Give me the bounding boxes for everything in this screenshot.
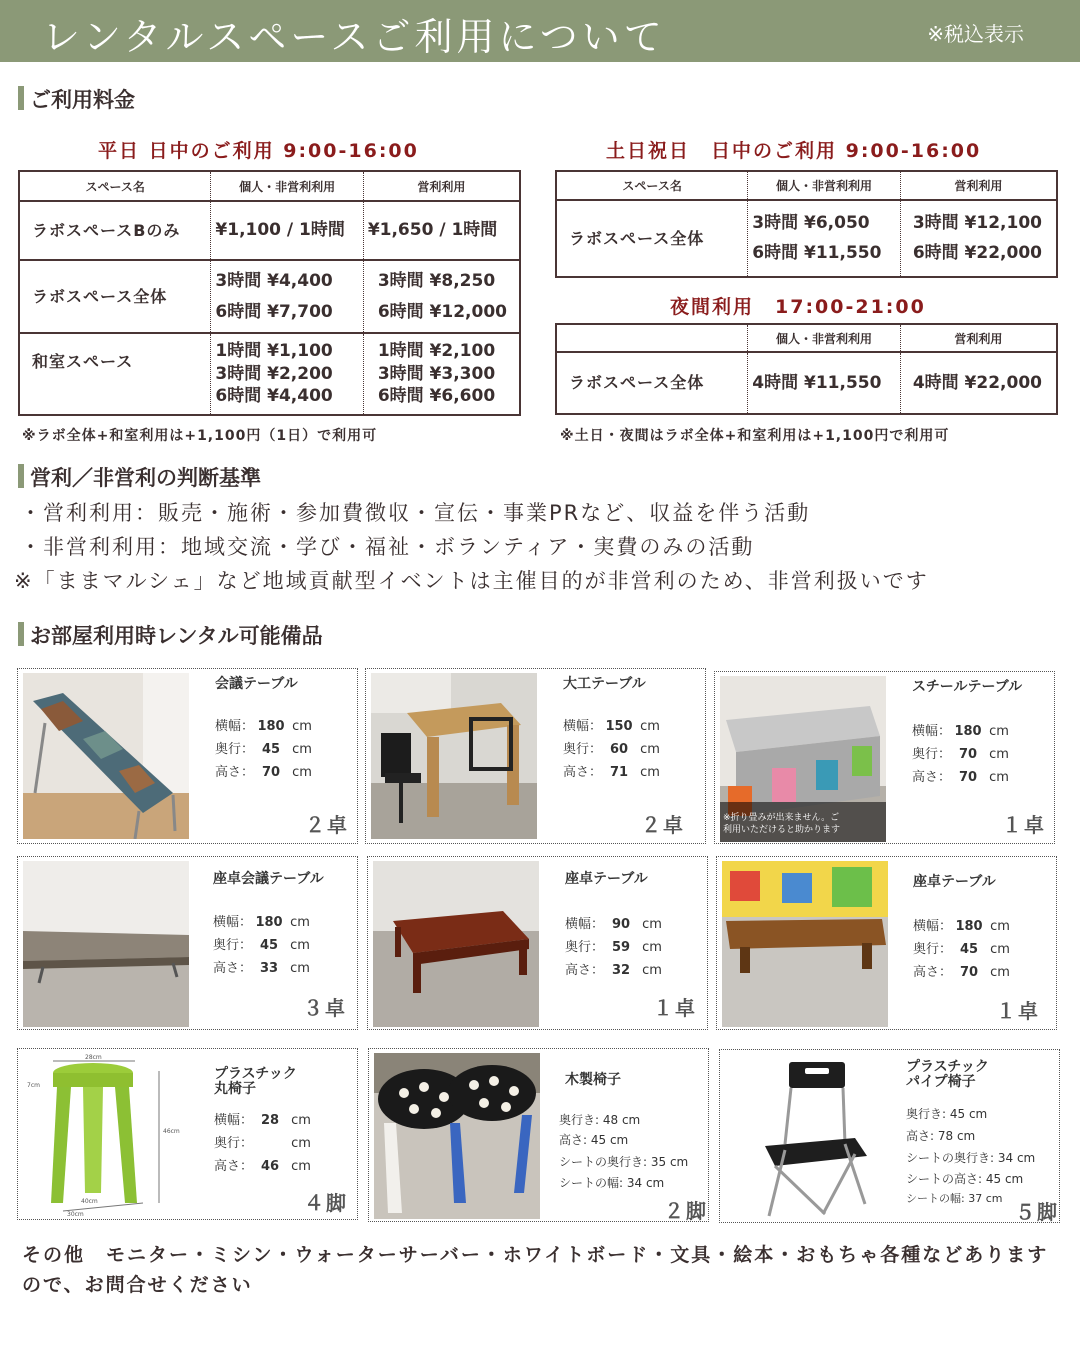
- night-price-table: [555, 323, 1058, 415]
- item-quantity: ４脚: [304, 1191, 348, 1215]
- item-seat-depth: シートの奥行き: 34 cm: [906, 1151, 1036, 1165]
- item-name: 会議テーブル: [215, 676, 298, 692]
- price-value: 6時間 ¥11,550: [752, 242, 882, 263]
- low-table-small-photo: [373, 861, 539, 1027]
- equipment-card-steel-table: [714, 671, 1055, 844]
- item-depth: 奥行： 59 cm: [565, 940, 662, 955]
- item-seat-width: シートの幅: 37 cm: [906, 1192, 1003, 1205]
- item-quantity: ２卓: [305, 813, 349, 837]
- price-value: 6時間 ¥7,700: [215, 301, 333, 322]
- item-depth: 奥行： 45 cm: [215, 742, 312, 757]
- col-header-commercial: 営利利用: [363, 171, 520, 201]
- price-value: 3時間 ¥6,050: [752, 212, 870, 233]
- price-value: 6時間 ¥22,000: [912, 242, 1042, 263]
- item-height: 高さ： 46 cm: [214, 1159, 311, 1174]
- space-name: ラボスペース全体: [556, 200, 748, 277]
- low-table-large-photo: [722, 861, 888, 1027]
- price-value: 6時間 ¥12,000: [377, 301, 507, 322]
- low-meeting-table-photo: [23, 861, 189, 1027]
- criteria-noncommercial: ・非営利利用：地域交流・学び・福祉・ボランティア・実費のみの活動: [20, 535, 755, 559]
- col-header-space: スペース名: [19, 171, 211, 201]
- col-header-personal: 個人・非営利利用: [748, 171, 901, 200]
- weekday-title: 平日 日中のご利用 9:00-16:00: [98, 140, 419, 162]
- item-height: 高さ： 32 cm: [565, 963, 662, 978]
- col-header-personal: 個人・非営利利用: [748, 324, 901, 352]
- item-quantity: １卓: [1002, 813, 1046, 837]
- item-height: 高さ： 70 cm: [215, 765, 312, 780]
- stool-dim-top: 28cm: [85, 1054, 102, 1061]
- header-bar: [0, 0, 1080, 62]
- space-name: ラボスペース全体: [556, 352, 748, 414]
- weekday-price-table: [18, 170, 521, 416]
- equipment-card-low-meeting-table: [17, 856, 358, 1030]
- item-height: 高さ： 70 cm: [912, 770, 1009, 785]
- price-value: ¥1,650 / 1時間: [367, 220, 498, 241]
- table-row: [19, 260, 520, 333]
- price-value: 3時間 ¥2,200: [215, 363, 333, 384]
- equipment-card-meeting-table: [17, 668, 358, 844]
- item-seat-height: シートの高さ: 45 cm: [906, 1172, 1024, 1186]
- item-depth: 奥行き: 48 cm: [559, 1113, 641, 1127]
- item-quantity: ２脚: [664, 1199, 708, 1223]
- item-depth: 奥行： 45 cm: [213, 938, 310, 953]
- stool-dim-base2: 30cm: [67, 1211, 84, 1218]
- price-value: 1時間 ¥1,100: [215, 340, 333, 361]
- price-value: 1時間 ¥2,100: [377, 340, 496, 361]
- col-header-blank: [556, 324, 748, 352]
- meeting-table-photo: [23, 673, 189, 839]
- fees-heading: ご利用料金: [18, 84, 135, 114]
- item-name: プラスチック 丸椅子: [214, 1066, 297, 1098]
- carpenter-table-photo: [371, 673, 537, 839]
- item-depth: 奥行： 45 cm: [913, 942, 1010, 957]
- equipment-card-plastic-stool: [17, 1048, 358, 1220]
- space-name: ラボスペースBのみ: [19, 201, 211, 260]
- equipment-heading: お部屋利用時レンタル可能備品: [18, 620, 323, 650]
- col-header-commercial: 営利利用: [900, 324, 1057, 352]
- price-value: 4時間 ¥22,000: [912, 372, 1042, 393]
- weekday-note: ※ラボ全体+和室利用は+1,100円（1日）で利用可: [22, 428, 378, 444]
- table-row: [19, 333, 520, 415]
- price-value: 6時間 ¥6,600: [377, 386, 496, 407]
- item-depth: 奥行： 60 cm: [563, 742, 660, 757]
- item-width: 横幅： 180 cm: [912, 724, 1009, 739]
- equipment-card-wooden-chair: [368, 1048, 709, 1222]
- item-depth: 奥行き: 45 cm: [906, 1107, 988, 1121]
- space-name: 和室スペース: [19, 333, 211, 415]
- holiday-title: 土日祝日 日中のご利用 9:00-16:00: [606, 140, 982, 162]
- equipment-card-low-table-small: [367, 856, 708, 1030]
- item-height: 高さ： 33 cm: [213, 961, 310, 976]
- item-seat-depth: シートの奥行き: 35 cm: [559, 1155, 689, 1169]
- item-height: 高さ： 70 cm: [913, 965, 1010, 980]
- item-name: スチールテーブル: [912, 679, 1023, 695]
- wooden-chair-photo: [374, 1053, 540, 1219]
- equipment-card-carpenter-table: [365, 668, 706, 844]
- stool-dim-seat: 7cm: [27, 1082, 40, 1089]
- price-value: 6時間 ¥4,400: [215, 386, 333, 407]
- price-value: 3時間 ¥12,100: [912, 212, 1042, 233]
- space-name: ラボスペース全体: [19, 260, 211, 333]
- col-header-commercial: 営利利用: [900, 171, 1057, 200]
- steel-table-caption: ※折り畳みが出来ません。ご 利用いただけると助かります: [723, 812, 841, 836]
- item-name: 座卓テーブル: [913, 874, 996, 890]
- item-quantity: ３卓: [303, 996, 347, 1020]
- item-quantity: ２卓: [641, 813, 685, 837]
- stool-dim-height: 46cm: [163, 1128, 180, 1135]
- item-depth: 奥行： 70 cm: [912, 747, 1009, 762]
- item-quantity: １卓: [996, 999, 1040, 1023]
- item-width: 横幅： 180 cm: [215, 719, 312, 734]
- price-value: 3時間 ¥3,300: [377, 363, 496, 384]
- footer-note: その他 モニター・ミシン・ウォーターサーバー・ホワイトボード・文具・絵本・おもちゃ各種などありますので、お問合せください: [22, 1244, 1049, 1297]
- price-value: 3時間 ¥8,250: [377, 270, 496, 291]
- plastic-stool-photo: [23, 1053, 189, 1219]
- table-row: [556, 200, 1057, 277]
- item-height: 高さ： 71 cm: [563, 765, 660, 780]
- price-value: 3時間 ¥4,400: [215, 270, 333, 291]
- item-name: 大工テーブル: [563, 676, 646, 692]
- tax-note: ※税込表示: [927, 22, 1024, 46]
- item-name: 座卓テーブル: [565, 871, 648, 887]
- item-width: 横幅： 180 cm: [913, 919, 1010, 934]
- item-quantity: １卓: [653, 996, 697, 1020]
- item-height: 高さ: 78 cm: [906, 1129, 976, 1143]
- item-depth: 奥行： cm: [214, 1136, 311, 1151]
- price-value: 4時間 ¥11,550: [752, 372, 882, 393]
- night-title: 夜間利用 17:00-21:00: [670, 296, 926, 318]
- criteria-note: ※「ままマルシェ」など地域貢献型イベントは主催目的が非営利のため、非営利扱いです: [14, 569, 929, 593]
- item-width: 横幅： 90 cm: [565, 917, 662, 932]
- table-row: [19, 201, 520, 260]
- page-title: レンタルスペースご利用について: [42, 15, 666, 59]
- stool-dim-base1: 40cm: [81, 1198, 98, 1205]
- night-note: ※土日・夜間はラボ全体+和室利用は+1,100円で利用可: [560, 428, 950, 444]
- folding-chair-photo: [725, 1054, 891, 1220]
- item-width: 横幅： 150 cm: [563, 719, 660, 734]
- holiday-price-table: [555, 170, 1058, 278]
- item-seat-width: シートの幅: 34 cm: [559, 1176, 665, 1190]
- item-name: プラスチック パイプ椅子: [906, 1059, 989, 1091]
- price-value: ¥1,100 / 1時間: [215, 220, 345, 241]
- item-width: 横幅： 28 cm: [214, 1113, 311, 1128]
- criteria-heading: 営利／非営利の判断基準: [18, 462, 261, 492]
- criteria-commercial: ・営利利用：販売・施術・参加費徴収・宣伝・事業PRなど、収益を伴う活動: [20, 501, 811, 525]
- item-name: 座卓会議テーブル: [213, 871, 324, 887]
- table-row: [556, 352, 1057, 414]
- item-height: 高さ: 45 cm: [559, 1133, 629, 1147]
- item-name: 木製椅子: [565, 1072, 621, 1088]
- col-header-space: スペース名: [556, 171, 748, 200]
- item-quantity: ５脚: [1015, 1200, 1059, 1224]
- item-width: 横幅： 180 cm: [213, 915, 310, 930]
- equipment-card-folding-chair: [719, 1049, 1060, 1223]
- equipment-card-low-table-large: [716, 856, 1057, 1030]
- col-header-personal: 個人・非営利利用: [211, 171, 363, 201]
